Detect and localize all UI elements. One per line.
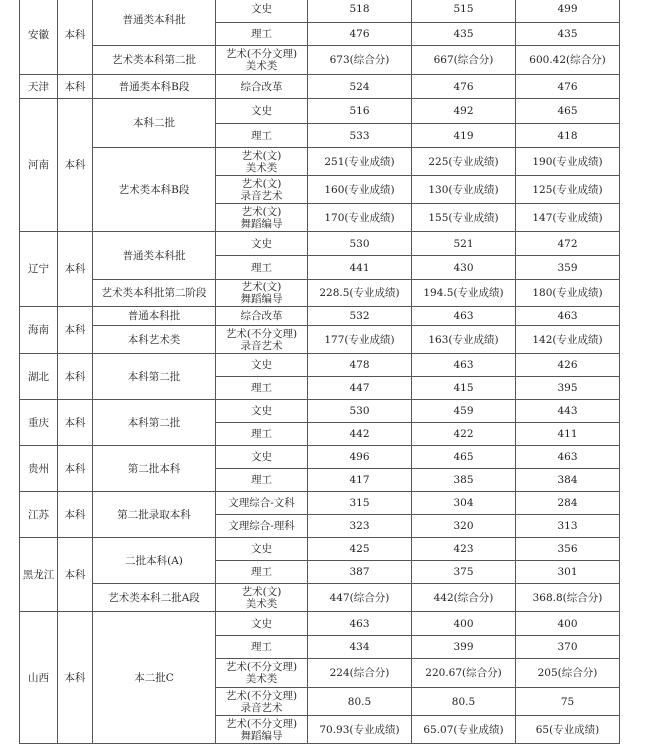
score-min-cell: 465 [516, 99, 620, 124]
subject-cell [216, 307, 308, 326]
table-row [20, 446, 620, 469]
score-table [19, 0, 620, 744]
score-min-cell: 125(专业成绩) [516, 176, 620, 204]
subject-cell [216, 256, 308, 280]
score-max-cell: 530 [308, 400, 412, 423]
subject-line: 艺术(不分文理) [225, 717, 298, 730]
batch-cell: 二批本科(A) [93, 538, 216, 584]
level-cell: 本科 [58, 99, 93, 232]
score-min-cell: 147(专业成绩) [516, 204, 620, 232]
score-avg-cell: 515 [412, 0, 516, 23]
batch-cell: 艺术类本科二批A段 [93, 584, 216, 612]
subject-line: 文史 [251, 451, 272, 463]
score-avg-cell: 375 [412, 561, 516, 584]
score-avg-cell: 435 [412, 23, 516, 46]
subject-line: 艺术(不分文理) [225, 48, 298, 60]
subject-line: 艺术(文) [241, 205, 282, 218]
table-row [20, 538, 620, 561]
subject-line: 文史 [251, 359, 272, 371]
score-min-cell: 368.8(综合分) [516, 584, 620, 612]
score-avg-cell: 419 [412, 124, 516, 148]
score-min-cell: 411 [516, 423, 620, 446]
subject-line: 文史 [251, 543, 272, 555]
table-row [20, 46, 620, 75]
score-max-cell: 530 [308, 232, 412, 256]
subject-line: 理工 [251, 428, 272, 440]
subject-line: 舞蹈编导 [240, 293, 283, 305]
score-avg-cell: 163(专业成绩) [412, 326, 516, 354]
score-max-cell: 434 [308, 636, 412, 659]
score-min-cell: 313 [516, 515, 620, 538]
table-row [20, 612, 620, 636]
score-max-cell: 323 [308, 515, 412, 538]
score-min-cell: 180(专业成绩) [516, 280, 620, 307]
subject-line: 综合改革 [240, 310, 283, 322]
level-cell: 本科 [58, 75, 93, 99]
score-avg-cell: 492 [412, 99, 516, 124]
score-min-cell: 284 [516, 492, 620, 515]
table-row [20, 492, 620, 515]
subject-line: 舞蹈编导 [240, 217, 283, 230]
subject-line: 艺术(不分文理) [225, 327, 298, 340]
subject-cell [216, 124, 308, 148]
batch-cell: 艺术类本科B段 [93, 148, 216, 232]
subject-line: 理工 [251, 382, 272, 394]
province-cell: 黑龙江 [20, 538, 58, 612]
level-cell: 本科 [58, 612, 93, 744]
province-cell: 海南 [20, 307, 58, 354]
subject-line: 舞蹈编导 [240, 729, 283, 742]
batch-cell: 本科二批 [93, 99, 216, 148]
subject-line: 录音艺术 [240, 701, 283, 714]
score-min-cell: 65(专业成绩) [516, 716, 620, 744]
subject-cell [216, 377, 308, 400]
subject-line: 录音艺术 [240, 189, 283, 202]
score-avg-cell: 194.5(专业成绩) [412, 280, 516, 307]
table-row [20, 148, 620, 176]
subject-cell [216, 75, 308, 99]
level-cell: 本科 [58, 538, 93, 612]
table-row [20, 232, 620, 256]
score-min-cell: 384 [516, 469, 620, 492]
subject-cell [216, 688, 308, 716]
batch-cell: 艺术类本科第二批 [93, 46, 216, 75]
level-cell: 本科 [58, 354, 93, 400]
score-min-cell: 370 [516, 636, 620, 659]
level-cell: 本科 [58, 492, 93, 538]
score-avg-cell: 415 [412, 377, 516, 400]
score-avg-cell: 463 [412, 354, 516, 377]
score-avg-cell: 385 [412, 469, 516, 492]
batch-cell: 普通类本科批 [93, 0, 216, 46]
score-max-cell: 463 [308, 612, 412, 636]
subject-cell [216, 636, 308, 659]
level-cell: 本科 [58, 446, 93, 492]
score-min-cell: 600.42(综合分) [516, 46, 620, 75]
subject-cell [216, 469, 308, 492]
table-row [20, 75, 620, 99]
subject-line: 录音艺术 [240, 339, 283, 352]
score-min-cell: 142(专业成绩) [516, 326, 620, 354]
subject-line: 文理综合-文科 [228, 497, 295, 509]
table-row [20, 0, 620, 23]
subject-cell [216, 232, 308, 256]
province-cell: 湖北 [20, 354, 58, 400]
score-avg-cell: 442(综合分) [412, 584, 516, 612]
score-max-cell: 417 [308, 469, 412, 492]
province-cell: 山西 [20, 612, 58, 744]
subject-line: 文史 [251, 2, 272, 15]
score-avg-cell: 320 [412, 515, 516, 538]
score-avg-cell: 80.5 [412, 688, 516, 716]
table-row [20, 326, 620, 354]
subject-line: 理工 [251, 129, 272, 142]
table-row [20, 99, 620, 124]
subject-cell [216, 538, 308, 561]
subject-line: 理工 [251, 474, 272, 486]
score-min-cell: 205(综合分) [516, 659, 620, 688]
score-max-cell: 80.5 [308, 688, 412, 716]
batch-cell: 本科第二批 [93, 400, 216, 446]
table-row [20, 584, 620, 612]
province-cell: 安徽 [20, 0, 58, 75]
score-max-cell: 447(综合分) [308, 584, 412, 612]
batch-cell: 本科艺术类 [93, 326, 216, 354]
batch-cell: 普通类本科批 [93, 232, 216, 280]
score-avg-cell: 459 [412, 400, 516, 423]
score-min-cell: 443 [516, 400, 620, 423]
level-cell: 本科 [58, 232, 93, 307]
subject-line: 美术类 [245, 597, 278, 610]
subject-cell [216, 326, 308, 354]
level-cell: 本科 [58, 307, 93, 354]
subject-cell [216, 423, 308, 446]
subject-line: 艺术(文) [241, 585, 282, 598]
score-avg-cell: 304 [412, 492, 516, 515]
subject-cell [216, 280, 308, 307]
score-max-cell: 315 [308, 492, 412, 515]
subject-line: 艺术(文) [241, 281, 282, 293]
score-avg-cell: 476 [412, 75, 516, 99]
subject-cell [216, 148, 308, 176]
subject-cell [216, 23, 308, 46]
subject-cell [216, 0, 308, 23]
subject-line: 理工 [251, 261, 272, 274]
score-max-cell: 478 [308, 354, 412, 377]
table-row [20, 280, 620, 307]
score-max-cell: 425 [308, 538, 412, 561]
score-max-cell: 442 [308, 423, 412, 446]
score-avg-cell: 65.07(专业成绩) [412, 716, 516, 744]
province-cell: 辽宁 [20, 232, 58, 307]
score-max-cell: 518 [308, 0, 412, 23]
score-min-cell: 499 [516, 0, 620, 23]
batch-cell: 本科第二批 [93, 354, 216, 400]
score-min-cell: 463 [516, 446, 620, 469]
score-min-cell: 435 [516, 23, 620, 46]
score-avg-cell: 130(专业成绩) [412, 176, 516, 204]
subject-cell [216, 446, 308, 469]
subject-line: 美术类 [245, 673, 278, 685]
score-avg-cell: 422 [412, 423, 516, 446]
subject-line: 艺术(文) [241, 177, 282, 190]
score-max-cell: 533 [308, 124, 412, 148]
subject-cell [216, 561, 308, 584]
subject-line: 理工 [251, 641, 272, 653]
score-table-body [20, 0, 620, 744]
batch-cell: 本二批C [93, 612, 216, 744]
batch-cell: 普通本科批 [93, 307, 216, 326]
score-avg-cell: 465 [412, 446, 516, 469]
subject-cell [216, 46, 308, 75]
score-max-cell: 673(综合分) [308, 46, 412, 75]
score-min-cell: 476 [516, 75, 620, 99]
subject-cell [216, 515, 308, 538]
score-max-cell: 516 [308, 99, 412, 124]
score-max-cell: 170(专业成绩) [308, 204, 412, 232]
subject-line: 美术类 [245, 161, 278, 174]
score-max-cell: 387 [308, 561, 412, 584]
subject-cell [216, 492, 308, 515]
province-cell: 河南 [20, 99, 58, 232]
score-max-cell: 251(专业成绩) [308, 148, 412, 176]
score-avg-cell: 220.67(综合分) [412, 659, 516, 688]
subject-line: 艺术(不分文理) [225, 689, 298, 702]
score-max-cell: 447 [308, 377, 412, 400]
score-max-cell: 476 [308, 23, 412, 46]
score-max-cell: 532 [308, 307, 412, 326]
subject-cell [216, 612, 308, 636]
score-max-cell: 524 [308, 75, 412, 99]
subject-line: 文史 [251, 617, 272, 630]
score-min-cell: 190(专业成绩) [516, 148, 620, 176]
score-min-cell: 463 [516, 307, 620, 326]
subject-cell [216, 400, 308, 423]
subject-line: 文理综合-理科 [228, 520, 295, 532]
score-min-cell: 472 [516, 232, 620, 256]
score-avg-cell: 155(专业成绩) [412, 204, 516, 232]
level-cell: 本科 [58, 0, 93, 75]
score-avg-cell: 399 [412, 636, 516, 659]
subject-line: 理工 [251, 566, 272, 578]
province-cell: 天津 [20, 75, 58, 99]
subject-cell [216, 584, 308, 612]
score-min-cell: 395 [516, 377, 620, 400]
subject-line: 文史 [251, 237, 272, 250]
score-avg-cell: 521 [412, 232, 516, 256]
batch-cell: 第二批录取本科 [93, 492, 216, 538]
score-avg-cell: 400 [412, 612, 516, 636]
score-max-cell: 228.5(专业成绩) [308, 280, 412, 307]
subject-line: 理工 [251, 28, 272, 40]
subject-cell [216, 99, 308, 124]
batch-cell: 第二批本科 [93, 446, 216, 492]
score-max-cell: 177(专业成绩) [308, 326, 412, 354]
score-min-cell: 418 [516, 124, 620, 148]
subject-cell [216, 204, 308, 232]
score-max-cell: 224(综合分) [308, 659, 412, 688]
score-min-cell: 359 [516, 256, 620, 280]
batch-cell: 艺术类本科批第二阶段 [93, 280, 216, 307]
subject-cell [216, 354, 308, 377]
score-avg-cell: 423 [412, 538, 516, 561]
score-avg-cell: 430 [412, 256, 516, 280]
subject-line: 综合改革 [240, 80, 283, 93]
score-avg-cell: 225(专业成绩) [412, 148, 516, 176]
subject-cell [216, 716, 308, 744]
subject-line: 文史 [251, 405, 272, 417]
score-min-cell: 75 [516, 688, 620, 716]
score-max-cell: 70.93(专业成绩) [308, 716, 412, 744]
score-max-cell: 441 [308, 256, 412, 280]
batch-cell: 普通类本科B段 [93, 75, 216, 99]
level-cell: 本科 [58, 400, 93, 446]
subject-line: 艺术(文) [241, 149, 282, 162]
score-min-cell: 356 [516, 538, 620, 561]
score-min-cell: 301 [516, 561, 620, 584]
subject-cell [216, 659, 308, 688]
table-row [20, 354, 620, 377]
score-min-cell: 400 [516, 612, 620, 636]
province-cell: 贵州 [20, 446, 58, 492]
province-cell: 重庆 [20, 400, 58, 446]
score-max-cell: 496 [308, 446, 412, 469]
subject-line: 艺术(不分文理) [225, 661, 298, 673]
table-row [20, 400, 620, 423]
province-cell: 江苏 [20, 492, 58, 538]
subject-cell [216, 176, 308, 204]
score-avg-cell: 463 [412, 307, 516, 326]
score-min-cell: 426 [516, 354, 620, 377]
score-avg-cell: 667(综合分) [412, 46, 516, 75]
subject-line: 美术类 [245, 60, 278, 72]
score-max-cell: 160(专业成绩) [308, 176, 412, 204]
table-row [20, 307, 620, 326]
subject-line: 文史 [251, 105, 272, 117]
